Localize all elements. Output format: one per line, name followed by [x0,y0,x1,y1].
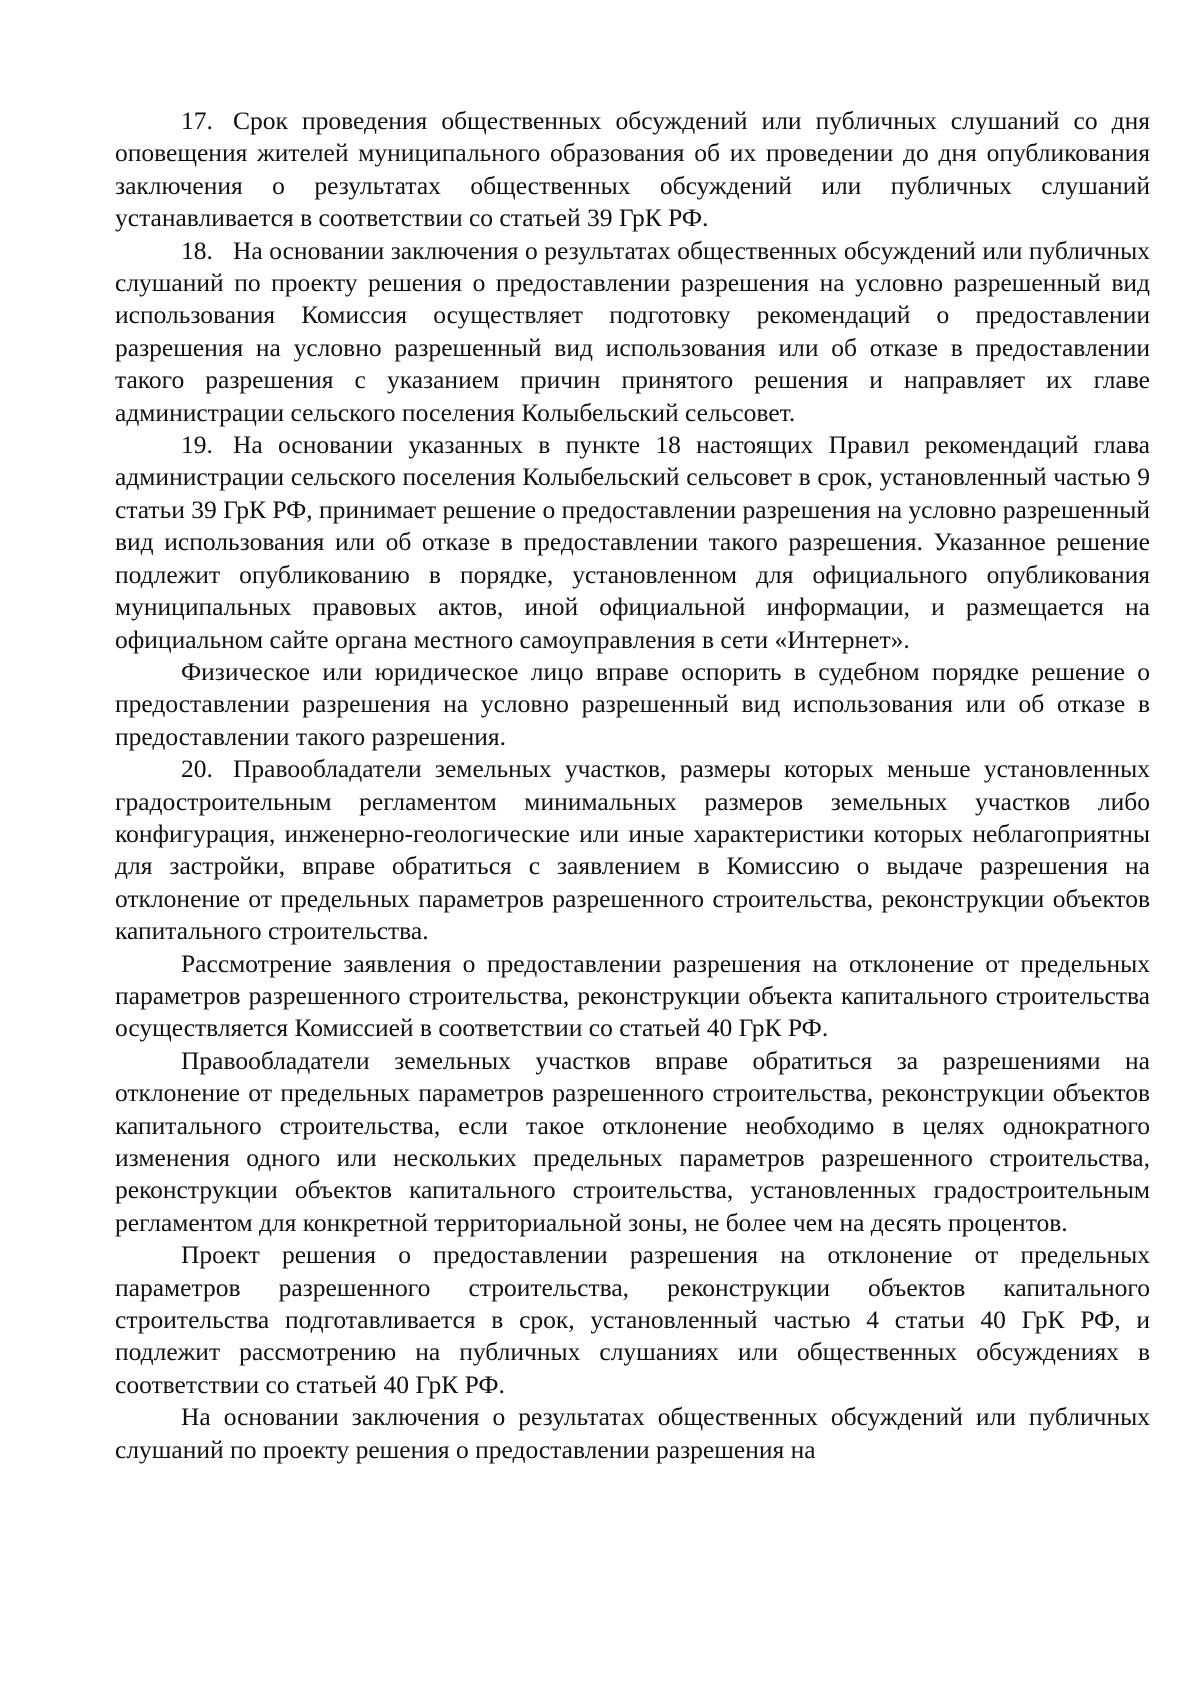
paragraph-20-project [115,1239,1150,1401]
paragraph-20-owners [115,1045,1150,1239]
document-page [115,105,1150,1466]
paragraph-number: 18. [181,235,213,265]
paragraph-20-review [115,948,1150,1045]
paragraph-18 [115,235,1150,429]
paragraph-text: Физическое или юридическое лицо вправе оспорить в судебном порядке решение о предоставлении разрешения на условно разрешенный вид использования или об отказе в предоставлении такого разрешения. [115,656,1150,751]
paragraph-number: 20. [181,754,213,784]
paragraph-20 [115,753,1150,947]
paragraph-text: Правообладатели земельных участков вправе обратиться за разрешениями на отклонение от предельных параметров разрешенного строительства, реконструкции объектов капитального строительства, если такое отклонение необходимо в целях однократного изменения одного или нескольких предельных параметров разрешенного строительства, реконструкции объектов капитального строительства, установленных градостроительным регламентом для конкретной территориальной зоны, не более чем на десять процентов. [115,1045,1150,1237]
paragraph-text: Проект решения о предоставлении разрешения на отклонение от предельных параметров разрешенного строительства, реконструкции объектов капитального строительства подготавливается в срок, установленный частью 4 статьи 40 ГрК РФ, и подлежит рассмотрению на публичных слушаниях или общественных обсуждениях в соответствии со статьей 40 ГрК РФ. [115,1240,1150,1399]
paragraph-19-appeal [115,656,1150,753]
paragraph-number: 17. [181,106,213,135]
paragraph-19 [115,429,1150,656]
paragraph-text: Правообладатели земельных участков, размеры которых меньше установленных градостроительным регламентом минимальных размеров земельных участков либо конфигурация, инженерно-геологические или иные характеристики которых неблагоприятны для застройки, вправе обратиться с заявлением в Комиссию о выдаче разрешения на отклонение от предельных параметров разрешенного строительства, реконструкции объектов капитального строительства. [115,754,1150,946]
paragraph-text: На основании заключения о результатах общественных обсуждений или публичных слушаний по проекту решения о предоставлении разрешения на [115,1402,1150,1464]
paragraph-20-conclusion [115,1401,1150,1466]
paragraph-text: На основании указанных в пункте 18 настоящих Правил рекомендаций глава администрации сельского поселения Колыбельский сельсовет в срок, установленный частью 9 статьи 39 ГрК РФ, принимает решение о предоставлении разрешения на условно разрешенный вид использования или об отказе в предоставлении такого разрешения. Указанное решение подлежит опубликованию в порядке, установленном для официального опубликования муниципальных правовых актов, иной официальной информации, и размещается на официальном сайте органа местного самоуправления в сети «Интернет». [115,430,1150,654]
paragraph-text: Рассмотрение заявления о предоставлении разрешения на отклонение от предельных параметров разрешенного строительства, реконструкции объекта капитального строительства осуществляется Комиссией в соответствии со статьей 40 ГрК РФ. [115,948,1150,1043]
paragraph-text: Срок проведения общественных обсуждений или публичных слушаний со дня оповещения жителей муниципального образования об их проведении до дня опубликования заключения о результатах общественных обсуждений или публичных слушаний устанавливается в соответствии со статьей 39 ГрК РФ. [115,106,1150,233]
paragraph-number: 19. [181,430,213,460]
paragraph-17 [115,105,1150,235]
paragraph-text: На основании заключения о результатах общественных обсуждений или публичных слушаний по проекту решения о предоставлении разрешения на условно разрешенный вид использования Комиссия осуществляет подготовку рекомендаций о предоставлении разрешения на условно разрешенный вид использования или об отказе в предоставлении такого разрешения с указанием причин принятого решения и направляет их главе администрации сельского поселения Колыбельский сельсовет. [115,235,1150,427]
